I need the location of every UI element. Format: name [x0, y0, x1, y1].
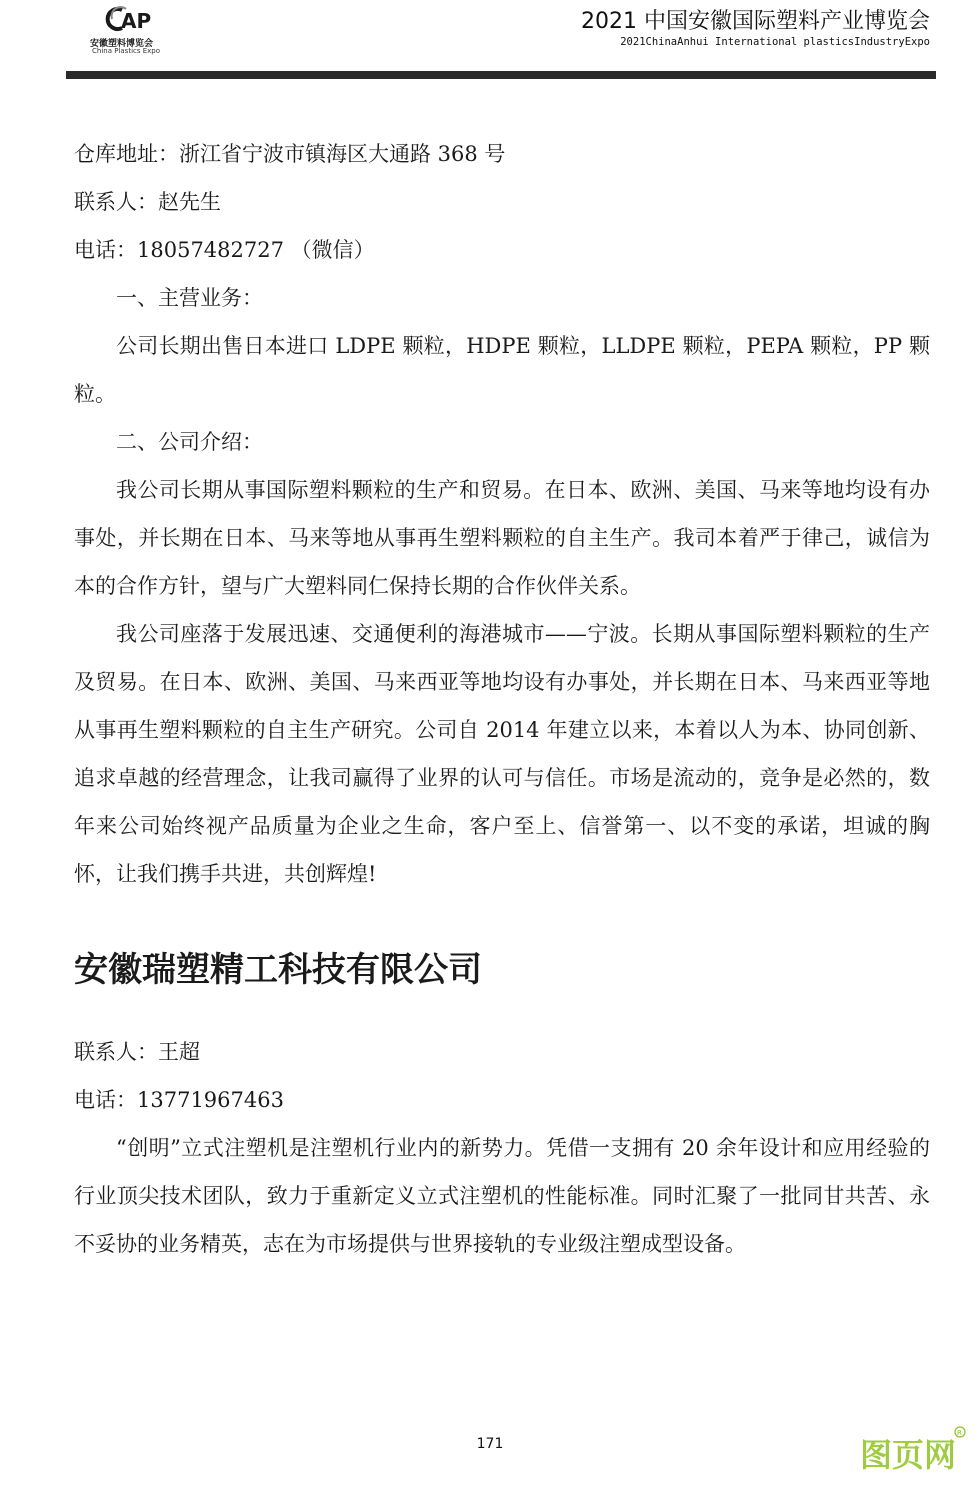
- company1-intro-paragraph-1: 我公司长期从事国际塑料颗粒的生产和贸易。在日本、欧洲、美国、马来等地均设有办事处，并长期在日本、马来等地从事再生塑料颗粒的自主生产。我司本着严于律己，诚信为本的合作方针，望与广大塑料同仁保持长期的合作伙伴关系。: [74, 478, 930, 598]
- logo-chinese-name: 安徽塑料博览会: [90, 39, 154, 49]
- company1-section-intro: 二、公司介绍：: [116, 430, 263, 454]
- header-divider: [66, 71, 936, 79]
- expo-logo-icon: [100, 6, 152, 32]
- watermark-logo: [856, 1422, 968, 1478]
- svg-text:AP: AP: [121, 9, 152, 32]
- expo-subtitle: 2021ChinaAnhui International plasticsIndustryExpo: [620, 36, 930, 48]
- svg-text:R: R: [957, 1429, 962, 1437]
- company2-intro-paragraph: “创明”立式注塑机是注塑机行业内的新势力。凭借一支拥有 20 余年设计和应用经验的行业顶尖技术团队，致力于重新定义立式注塑机的性能标准。同时汇聚了一批同甘共苦、永不妥协的业务精英，志在为市场提供与世界接轨的专业级注塑成型设备。: [74, 1136, 930, 1256]
- company2-phone: 电话：13771967463: [74, 1088, 284, 1112]
- logo-english-name: China Plastics Expo: [92, 47, 161, 55]
- company1-section-business: 一、主营业务：: [116, 286, 263, 310]
- page-number: 171: [476, 1436, 504, 1452]
- company2-contact: 联系人：王超: [74, 1040, 200, 1064]
- expo-title: 2021 中国安徽国际塑料产业博览会: [581, 9, 930, 34]
- company1-contact: 联系人：赵先生: [74, 190, 221, 214]
- company1-phone: 电话：18057482727 （微信）: [74, 238, 375, 262]
- expo-logo: [86, 6, 166, 55]
- company2-name-heading: 安徽瑞塑精工科技有限公司: [74, 950, 482, 990]
- company1-intro-paragraph-2: 我公司座落于发展迅速、交通便利的海港城市——宁波。长期从事国际塑料颗粒的生产及贸易。在日本、欧洲、美国、马来西亚等地均设有办事处，并长期在日本、马来西亚等地从事再生塑料颗粒的自主生产研究。公司自 2014 年建立以来，本着以人为本、协同创新、追求卓越的经营理念，让我司赢得了业界的认可与信任。市场是流动的，竞争是必然的，数年来公司始终视产品质量为企业之生命，客户至上、信誉第一、以不变的承诺，坦诚的胸怀，让我们携手共进，共创辉煌!: [74, 622, 930, 886]
- company1-business-text: 公司长期出售日本进口 LDPE 颗粒，HDPE 颗粒，LLDPE 颗粒，PEPA 颗粒，PP 颗粒。: [74, 334, 930, 406]
- watermark-text: 图页网: [860, 1436, 957, 1474]
- page-content: [74, 130, 930, 1268]
- company1-address: 仓库地址：浙江省宁波市镇海区大通路 368 号: [74, 142, 506, 166]
